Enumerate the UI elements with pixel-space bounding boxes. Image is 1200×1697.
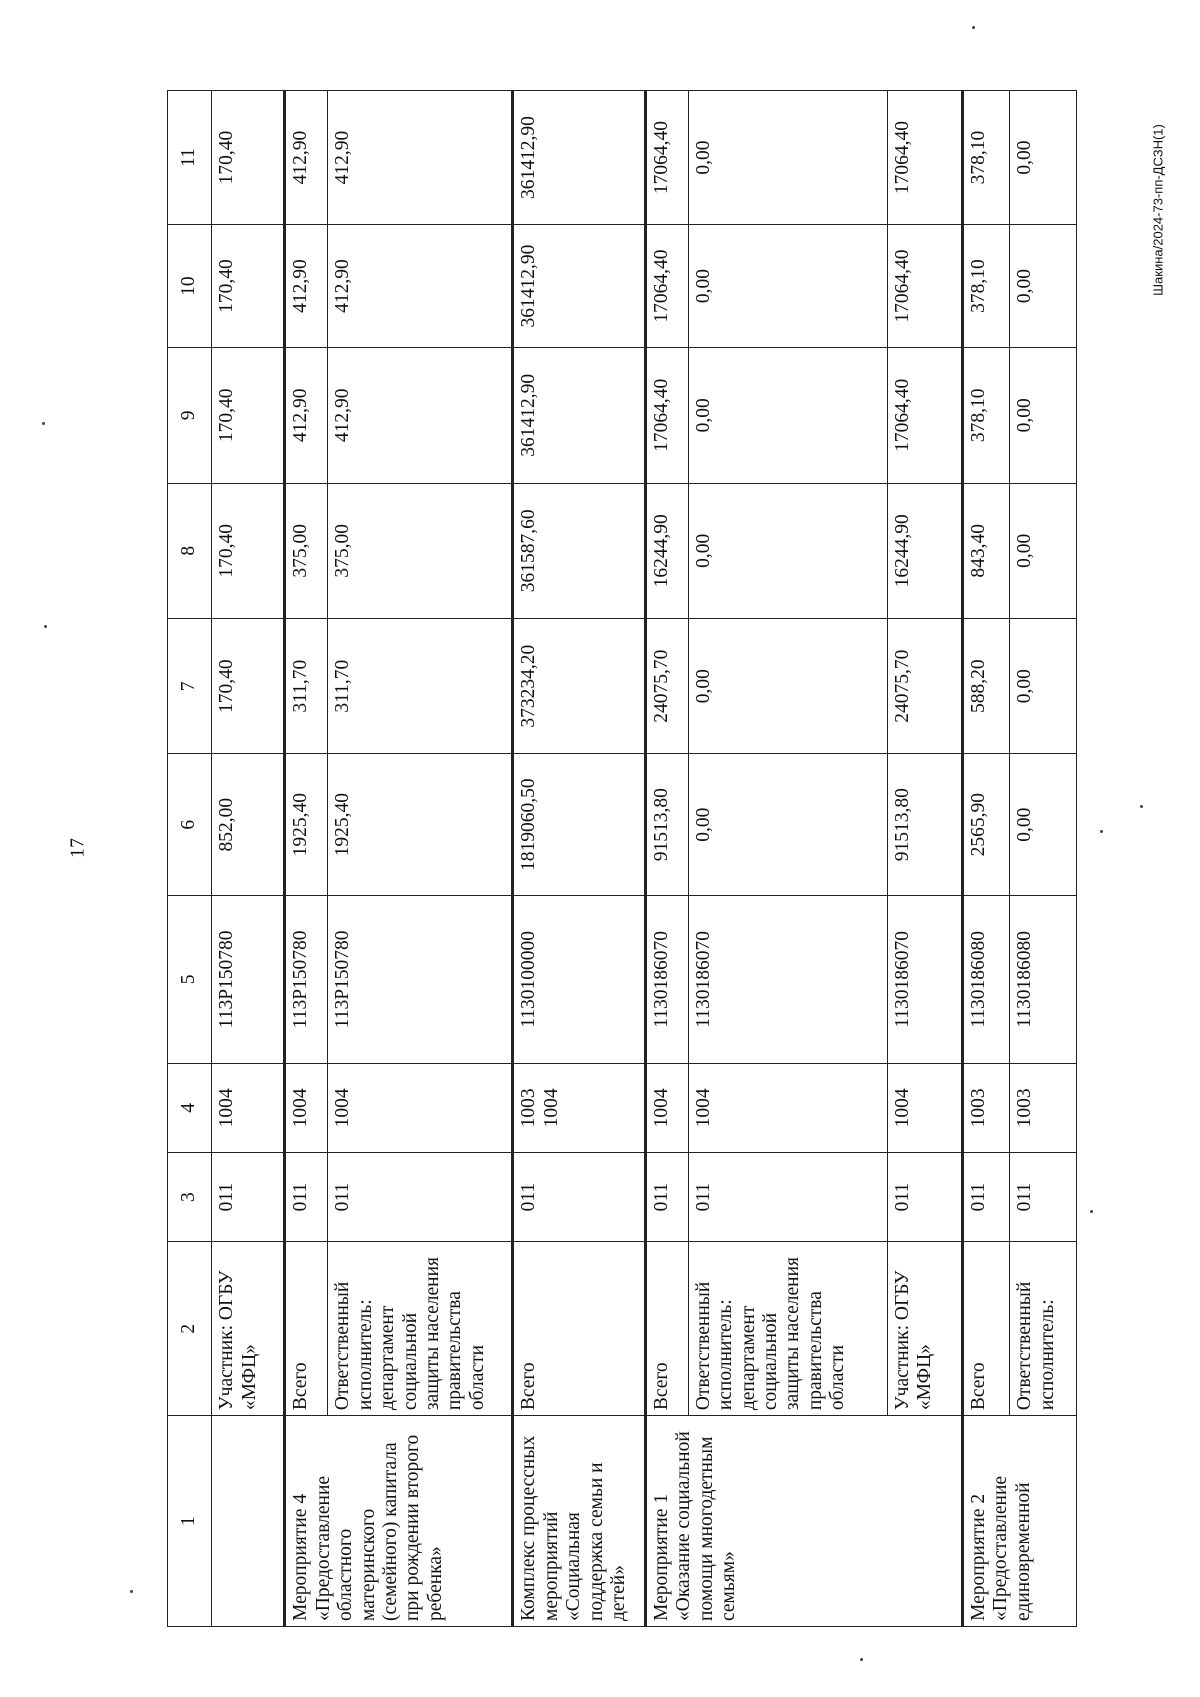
total-cell: 91513,80	[645, 754, 688, 896]
executor-cell: Всего	[285, 1242, 328, 1416]
year-value-cell: 17064,40	[887, 91, 962, 225]
executor-cell: Ответственный исполнитель:	[1010, 1242, 1077, 1416]
target-code-cell: 113Р150780	[328, 895, 513, 1063]
year-value-cell: 843,40	[962, 483, 1009, 618]
budget-table	[167, 90, 1077, 1627]
total-cell: 1925,40	[328, 754, 513, 896]
table-row	[285, 91, 328, 1627]
total-cell: 1925,40	[285, 754, 328, 896]
year-value-cell: 170,40	[212, 618, 285, 753]
year-value-cell: 170,40	[212, 483, 285, 618]
year-value-cell: 378,10	[962, 348, 1009, 483]
year-value-cell: 412,90	[285, 348, 328, 483]
year-value-cell: 0,00	[1010, 91, 1077, 225]
page-number: 17	[66, 838, 89, 858]
column-header: 2	[168, 1242, 212, 1416]
year-value-cell: 311,70	[285, 618, 328, 753]
year-value-cell: 17064,40	[645, 348, 688, 483]
year-value-cell: 0,00	[688, 91, 887, 225]
scan-speck	[972, 26, 975, 29]
table-row	[513, 91, 645, 1627]
executor-cell: Всего	[962, 1242, 1009, 1416]
scan-speck	[44, 625, 47, 628]
executor-cell: Участник: ОГБУ «МФЦ»	[212, 1242, 285, 1416]
section-cell: 1004	[212, 1063, 285, 1152]
year-value-cell: 0,00	[1010, 348, 1077, 483]
table-row	[962, 91, 1009, 1627]
executor-cell: Всего	[513, 1242, 645, 1416]
year-value-cell: 0,00	[688, 483, 887, 618]
year-value-cell: 24075,70	[645, 618, 688, 753]
target-code-cell: 1130186070	[645, 895, 688, 1063]
table-row	[212, 91, 285, 1627]
target-code-cell: 1130186080	[962, 895, 1009, 1063]
year-value-cell: 16244,90	[887, 483, 962, 618]
program-cell	[212, 1416, 285, 1627]
program-cell: Комплекс процессных мероприятий «Социальная поддержка семьи и детей»	[513, 1416, 645, 1627]
column-header: 9	[168, 348, 212, 483]
grbs-cell: 011	[212, 1153, 285, 1242]
table-row	[688, 91, 887, 1627]
grbs-cell: 011	[328, 1153, 513, 1242]
grbs-cell: 011	[645, 1153, 688, 1242]
year-value-cell: 170,40	[212, 225, 285, 348]
total-cell: 0,00	[688, 754, 887, 896]
total-cell: 91513,80	[887, 754, 962, 896]
section-cell: 1004	[328, 1063, 513, 1152]
executor-cell: Ответственный исполнитель: департамент социальной защиты населения правительства области	[688, 1242, 887, 1416]
year-value-cell: 0,00	[1010, 618, 1077, 753]
year-value-cell: 412,90	[328, 91, 513, 225]
program-cell: Мероприятие 2 «Предоставление единовременной	[962, 1416, 1076, 1627]
total-cell: 852,00	[212, 754, 285, 896]
total-cell: 0,00	[1010, 754, 1077, 896]
section-cell: 1004	[645, 1063, 688, 1152]
section-cell: 1004	[887, 1063, 962, 1152]
column-header: 3	[168, 1153, 212, 1242]
year-value-cell: 361587,60	[513, 483, 645, 618]
table-row	[1010, 91, 1077, 1627]
year-value-cell: 375,00	[285, 483, 328, 618]
grbs-cell: 011	[962, 1153, 1009, 1242]
scan-speck	[42, 422, 45, 425]
column-header: 10	[168, 225, 212, 348]
column-header: 7	[168, 618, 212, 753]
year-value-cell: 412,90	[328, 348, 513, 483]
target-code-cell: 1130186080	[1010, 895, 1077, 1063]
year-value-cell: 17064,40	[887, 348, 962, 483]
year-value-cell: 0,00	[1010, 225, 1077, 348]
section-cell: 1003	[962, 1063, 1009, 1152]
year-value-cell: 361412,90	[513, 91, 645, 225]
year-value-cell: 17064,40	[645, 225, 688, 348]
year-value-cell: 378,10	[962, 91, 1009, 225]
column-header: 4	[168, 1063, 212, 1152]
year-value-cell: 378,10	[962, 225, 1009, 348]
year-value-cell: 170,40	[212, 348, 285, 483]
target-code-cell: 1130100000	[513, 895, 645, 1063]
grbs-cell: 011	[887, 1153, 962, 1242]
column-header: 5	[168, 895, 212, 1063]
section-cell: 1003 1004	[513, 1063, 645, 1152]
budget-table-container	[167, 90, 1077, 1627]
program-cell: Мероприятие 4 «Предоставление областного материнского (семейного) капитала при рождении второго ребенка»	[285, 1416, 513, 1627]
total-cell: 1819060,50	[513, 754, 645, 896]
table-row	[887, 91, 962, 1627]
target-code-cell: 113Р150780	[285, 895, 328, 1063]
scan-speck	[1100, 830, 1103, 833]
year-value-cell: 412,90	[285, 91, 328, 225]
year-value-cell: 311,70	[328, 618, 513, 753]
column-header: 11	[168, 91, 212, 225]
program-cell: Мероприятие 1 «Оказание социальной помощи многодетным семьям»	[645, 1416, 962, 1627]
year-value-cell: 16244,90	[645, 483, 688, 618]
year-value-cell: 17064,40	[645, 91, 688, 225]
column-number-row	[168, 91, 212, 1627]
scan-speck	[130, 1590, 133, 1593]
year-value-cell: 0,00	[688, 348, 887, 483]
column-header: 6	[168, 754, 212, 896]
year-value-cell: 375,00	[328, 483, 513, 618]
year-value-cell: 361412,90	[513, 225, 645, 348]
year-value-cell: 0,00	[688, 618, 887, 753]
year-value-cell: 361412,90	[513, 348, 645, 483]
year-value-cell: 373234,20	[513, 618, 645, 753]
target-code-cell: 113Р150780	[212, 895, 285, 1063]
target-code-cell: 1130186070	[887, 895, 962, 1063]
scan-speck	[1090, 1210, 1093, 1213]
total-cell: 2565,90	[962, 754, 1009, 896]
scan-speck	[1140, 805, 1143, 808]
grbs-cell: 011	[1010, 1153, 1077, 1242]
column-header: 8	[168, 483, 212, 618]
grbs-cell: 011	[285, 1153, 328, 1242]
grbs-cell: 011	[513, 1153, 645, 1242]
executor-cell: Ответственный исполнитель: департамент социальной защиты населения правительства области	[328, 1242, 513, 1416]
scan-speck	[860, 1658, 863, 1661]
table-row	[645, 91, 688, 1627]
year-value-cell: 17064,40	[887, 225, 962, 348]
year-value-cell: 412,90	[285, 225, 328, 348]
document-code: Шакина/2024-73-пп-ДСЗН(1)	[1150, 124, 1166, 296]
year-value-cell: 24075,70	[887, 618, 962, 753]
section-cell: 1003	[1010, 1063, 1077, 1152]
section-cell: 1004	[285, 1063, 328, 1152]
section-cell: 1004	[688, 1063, 887, 1152]
executor-cell: Участник: ОГБУ «МФЦ»	[887, 1242, 962, 1416]
target-code-cell: 1130186070	[688, 895, 887, 1063]
year-value-cell: 0,00	[688, 225, 887, 348]
year-value-cell: 170,40	[212, 91, 285, 225]
grbs-cell: 011	[688, 1153, 887, 1242]
year-value-cell: 0,00	[1010, 483, 1077, 618]
year-value-cell: 412,90	[328, 225, 513, 348]
table-row	[328, 91, 513, 1627]
column-header: 1	[168, 1416, 212, 1627]
table-body	[168, 91, 1077, 1627]
executor-cell: Всего	[645, 1242, 688, 1416]
year-value-cell: 588,20	[962, 618, 1009, 753]
